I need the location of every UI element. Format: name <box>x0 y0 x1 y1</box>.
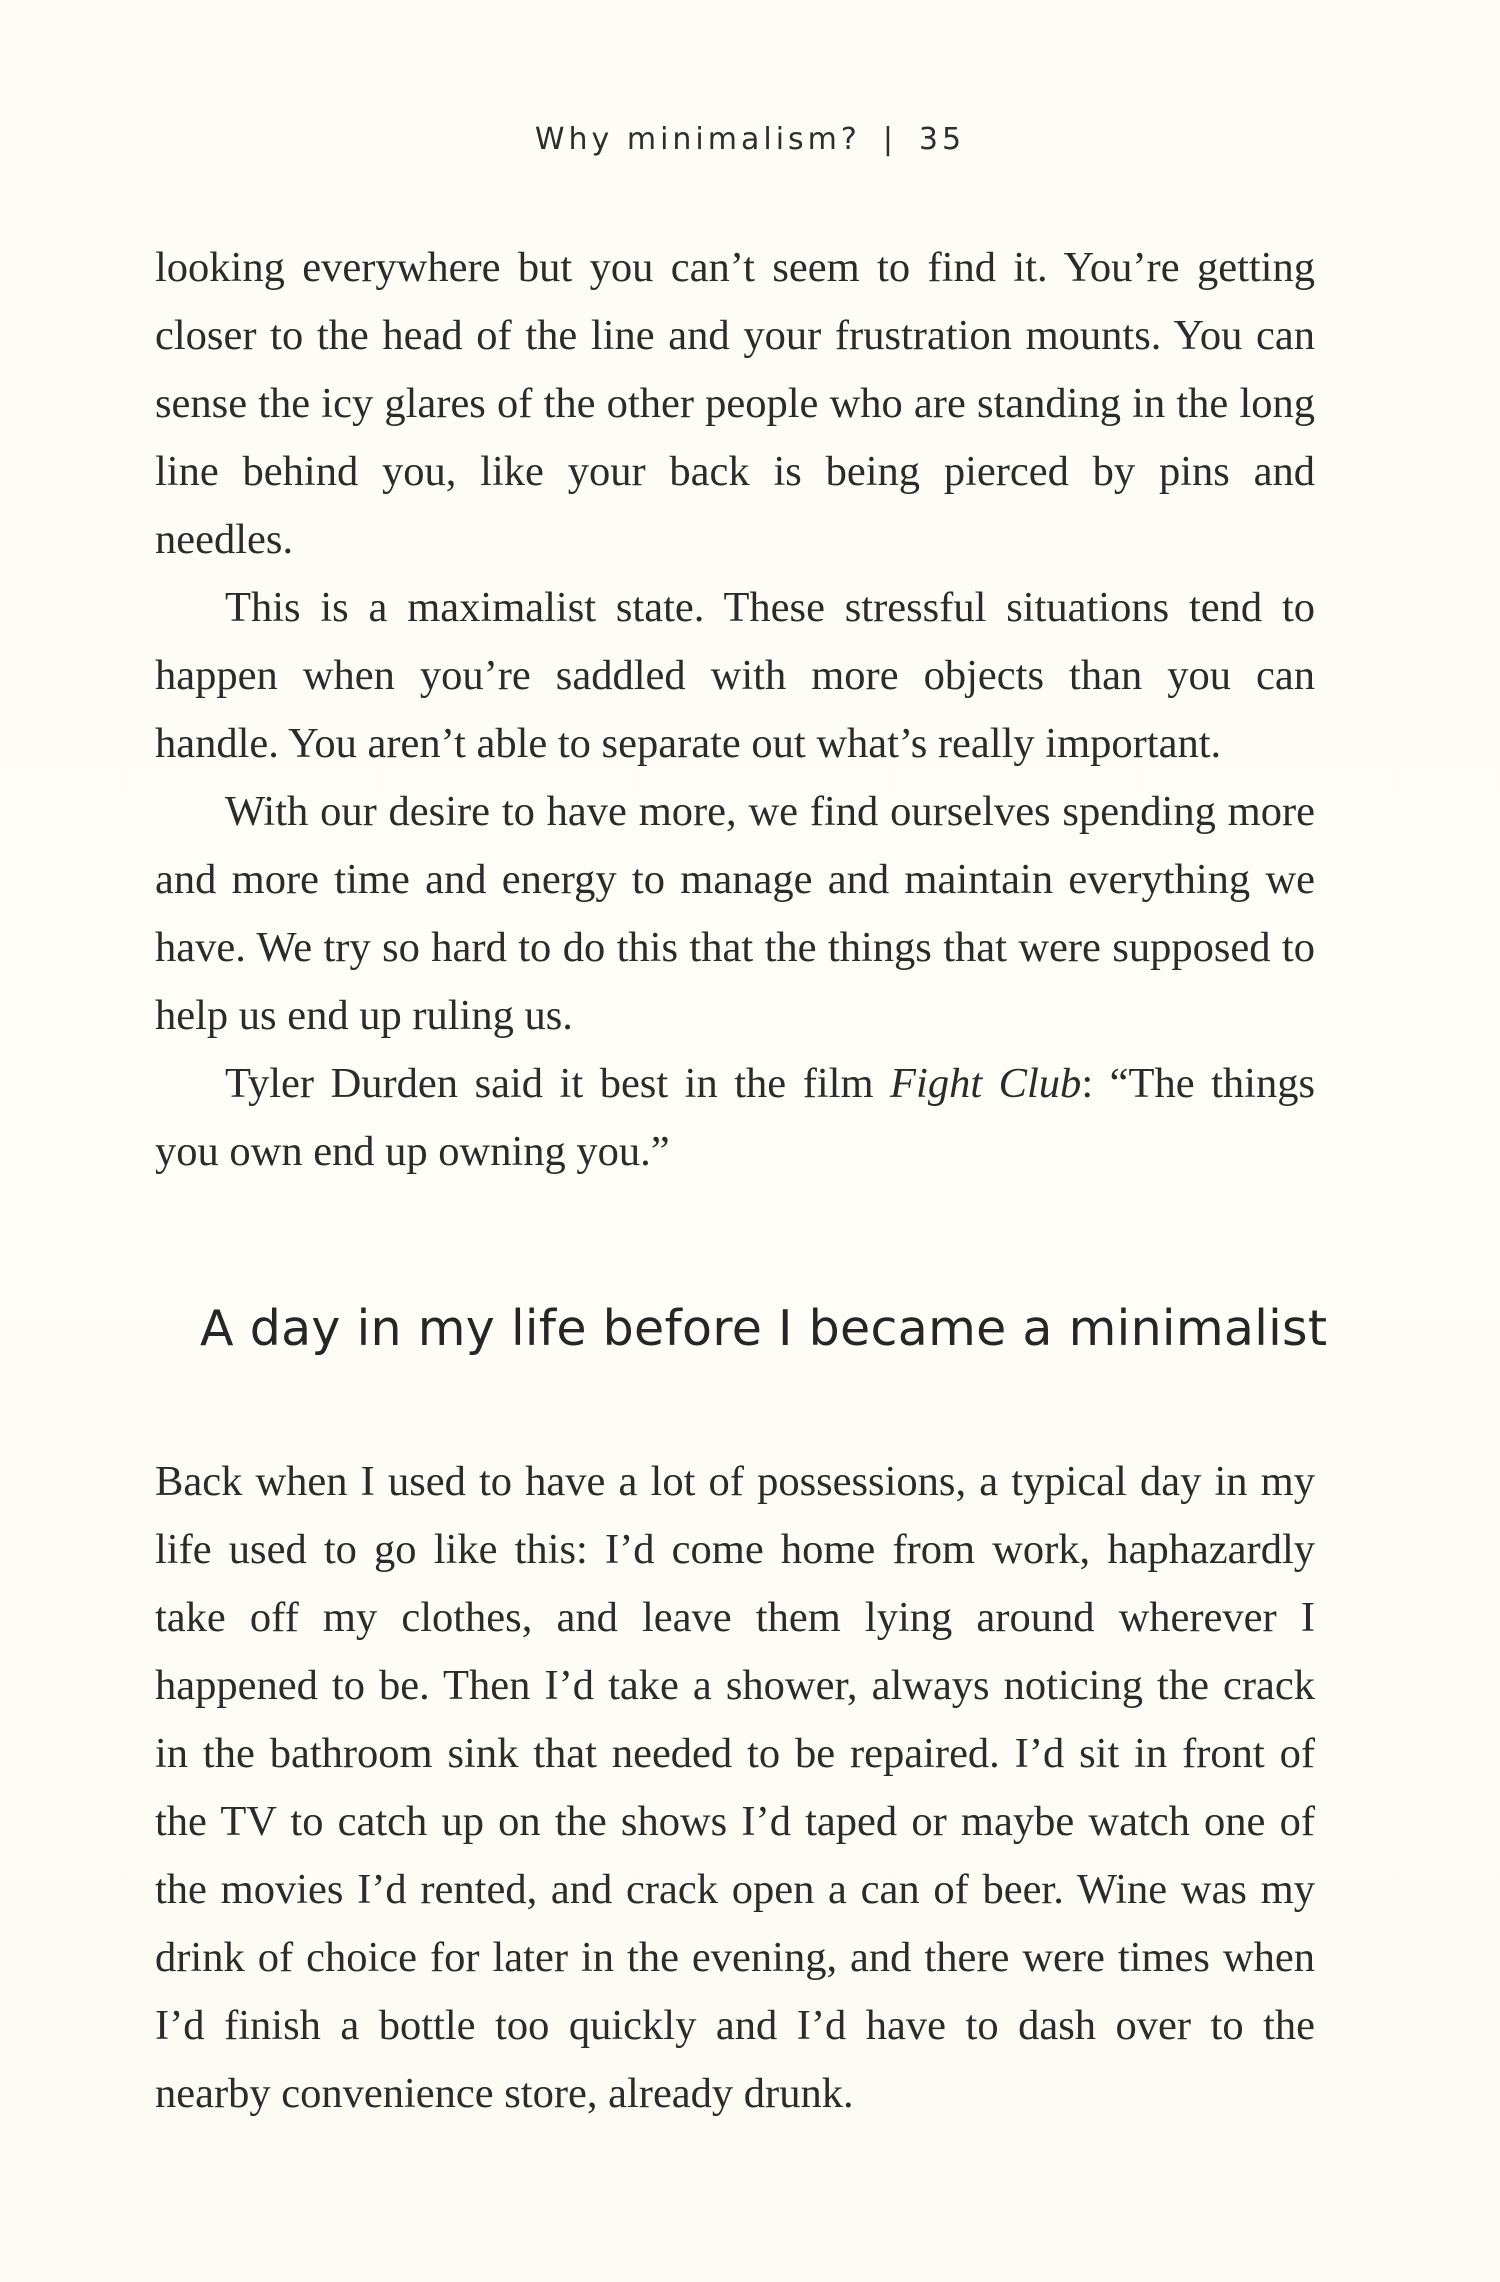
quote-intro: Tyler Durden said it best in the film <box>225 1060 891 1107</box>
paragraph-fight-club-quote <box>155 1050 1315 1186</box>
paragraph-typical-day: Back when I used to have a lot of possessions, a typical day in my life used to go like this: I’d come home from work, haphazardly take off my clothes, and leave them lying around wherever I happened to be. Then I’d take a shower, always noticing the crack in the bathroom sink that needed to be repaired. I’d sit in front of the TV to catch up on the shows I’d taped or maybe watch one of the movies I’d rented, and crack open a can of beer. Wine was my drink of choice for later in the evening, and there were times when I’d finish a bottle too quickly and I’d have to dash over to the nearby convenience store, already drunk. <box>155 1458 1315 2117</box>
paragraph-continued: looking everywhere but you can’t seem to find it. You’re getting closer to the head of the line and your frustration mounts. You can sense the icy glares of the other people who are standing in the long line behind you, like your back is being pierced by pins and needles. <box>155 244 1315 563</box>
paragraph-maximalist-state: This is a maximalist state. These stressful situations tend to happen when you’re saddled with more objects than you can handle. You aren’t able to separate out what’s really important. <box>155 584 1315 767</box>
paragraph-desire-more: With our desire to have more, we find ourselves spending more and more time and energy to manage and maintain everything we have. We try so hard to do this that the things that were supposed to help us end up ruling us. <box>155 788 1315 1039</box>
running-title: Why minimalism? <box>534 122 861 157</box>
running-header <box>0 122 1500 157</box>
quote-text: : “The things you own end up owning you.” <box>155 1060 1316 1175</box>
section-heading: A day in my life before I became a minimalist <box>200 1300 1328 1357</box>
body-text-bottom <box>155 1448 1315 2128</box>
page-number: 35 <box>918 122 966 157</box>
header-separator: | <box>882 122 897 157</box>
body-text-top <box>155 234 1315 1186</box>
film-title: Fight Club <box>890 1060 1082 1107</box>
